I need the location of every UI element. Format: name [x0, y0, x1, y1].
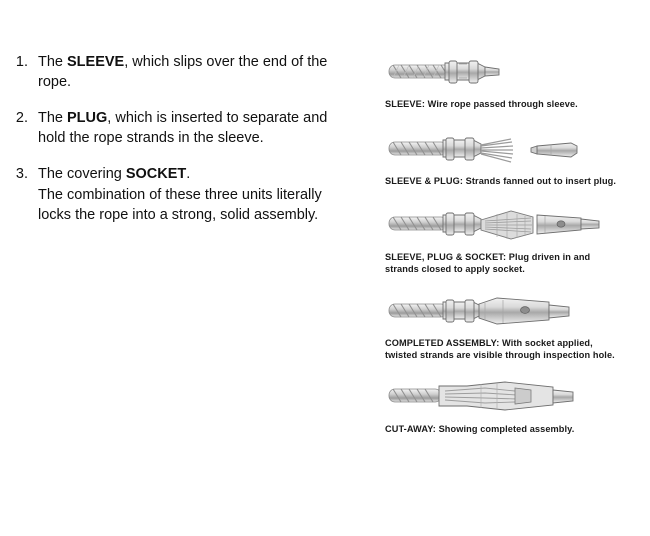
- list-item: [0, 164, 355, 225]
- figure-caption: [385, 338, 620, 361]
- list-item-keyword: SLEEVE: [67, 54, 125, 70]
- figure-panel: [385, 52, 635, 436]
- figure-caption-label: CUT-AWAY:: [385, 424, 436, 434]
- figure-caption-label: SLEEVE:: [385, 99, 426, 109]
- wire-rope: [389, 65, 451, 78]
- figure-sleeve-plug: [385, 129, 635, 188]
- sleeve-part: [443, 300, 481, 322]
- figure-caption-label: COMPLETED ASSEMBLY:: [385, 338, 500, 348]
- list-item-number: 2.: [15, 110, 28, 126]
- fanned-strands: [481, 139, 513, 162]
- figure-caption-text: Wire rope passed through sleeve.: [425, 99, 578, 109]
- inspection-hole: [521, 307, 530, 314]
- wire-rope: [389, 142, 447, 155]
- figure-sleeve-plug-socket: [385, 203, 635, 275]
- inspection-hole: [557, 221, 565, 227]
- figure-caption-label: SLEEVE & PLUG:: [385, 175, 463, 186]
- list-item-text: [38, 164, 338, 225]
- socket-body: [479, 298, 569, 324]
- cut-away-illustration: [385, 377, 620, 421]
- sleeve-part: [443, 138, 481, 160]
- figure-cut-away: [385, 377, 635, 436]
- figure-caption-text: Plug driven in and strands closed to apply socket.: [385, 252, 591, 274]
- figure-caption-label: SLEEVE, PLUG & SOCKET:: [385, 252, 507, 262]
- list-item-text-after: , which slips over the end of the rope.: [38, 54, 328, 90]
- wire-rope: [389, 304, 447, 317]
- figure-caption: [385, 252, 620, 275]
- sleeve-plug-illustration: [385, 129, 620, 173]
- socket-part: [537, 215, 599, 234]
- figure-caption: [385, 176, 620, 188]
- sleeve-part: [443, 213, 481, 235]
- wire-rope: [389, 389, 441, 402]
- list-item-keyword: SOCKET: [125, 166, 187, 182]
- list-item-keyword: PLUG: [67, 110, 108, 126]
- numbered-list: [0, 52, 355, 241]
- list-item-text: [38, 108, 338, 148]
- list-item: [0, 108, 355, 148]
- figure-sleeve: [385, 52, 635, 111]
- figure-caption: [385, 424, 620, 436]
- list-item-text-before: The covering: [38, 166, 126, 182]
- figure-caption-text: With socket applied, twisted strands are visible through inspection hole.: [385, 338, 615, 360]
- plug-part: [531, 143, 577, 157]
- completed-assembly-illustration: [385, 291, 620, 335]
- cut-away-body: [439, 382, 573, 410]
- figure-caption-text: Showing completed assembly.: [435, 424, 575, 434]
- list-item-text-before: The: [38, 54, 68, 70]
- list-item-number: 1.: [15, 54, 28, 70]
- figure-caption-text: Strands fanned out to insert plug.: [462, 175, 617, 186]
- list-item: [0, 52, 355, 92]
- list-item-text-after: .: [186, 166, 191, 182]
- list-item-extra-text: The combination of these three units literally locks the rope into a strong, solid assembly.: [38, 187, 322, 223]
- figure-caption: [385, 99, 620, 111]
- figure-completed-assembly: [385, 291, 635, 361]
- sleeve-part: [445, 61, 499, 83]
- list-item-text-after: , which is inserted to separate and hold the rope strands in the sleeve.: [38, 110, 328, 146]
- sleeve-plug-socket-illustration: [385, 203, 620, 249]
- list-item-number: 3.: [15, 166, 28, 182]
- wire-rope: [389, 217, 447, 230]
- list-item-text: [38, 52, 338, 92]
- sleeve-illustration: [385, 52, 620, 96]
- closed-strands-basket: [481, 211, 533, 239]
- list-item-text-before: The: [38, 110, 68, 126]
